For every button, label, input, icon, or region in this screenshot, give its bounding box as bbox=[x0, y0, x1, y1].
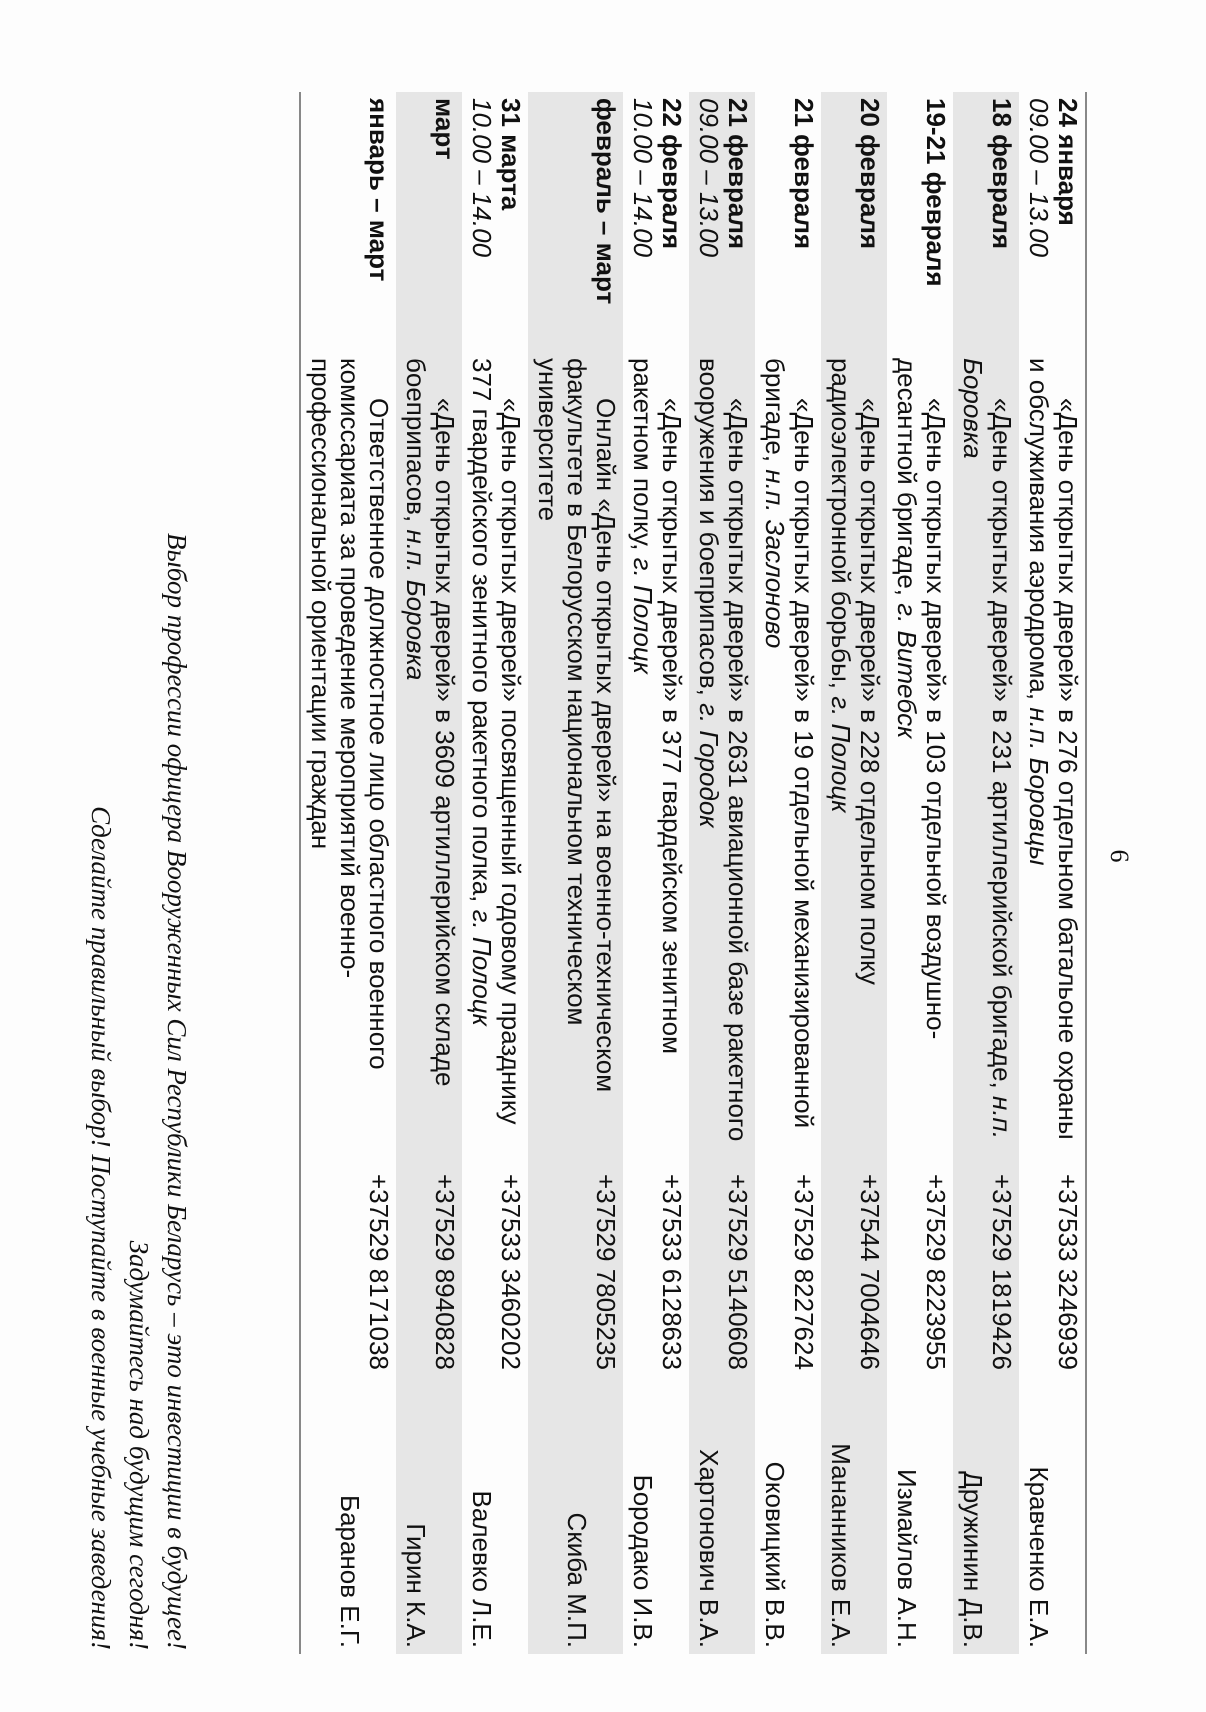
event-cell bbox=[401, 344, 459, 1144]
contact-name: Скиба М.П. bbox=[562, 1512, 592, 1648]
table-row bbox=[528, 92, 623, 1654]
date-cell bbox=[430, 92, 459, 344]
contact-phone: +37529 8227624 bbox=[789, 1174, 819, 1370]
event-cell bbox=[760, 344, 818, 1144]
date-cell bbox=[987, 92, 1016, 344]
contact-phone: +37529 1819426 bbox=[987, 1174, 1017, 1370]
event-cell bbox=[533, 344, 620, 1144]
event-cell bbox=[694, 344, 752, 1144]
event-time: 10.00 – 14.00 bbox=[628, 98, 658, 258]
contact-name: Кравченко Е.А. bbox=[1024, 1466, 1054, 1648]
table-row bbox=[301, 92, 396, 1654]
contact-name: Валевко Л.Е. bbox=[467, 1490, 497, 1648]
date-cell bbox=[921, 92, 950, 344]
footer bbox=[82, 90, 196, 1650]
page-number: 6 bbox=[1105, 849, 1134, 863]
events-table bbox=[299, 92, 1087, 1654]
contact-name: Измайлов А.Н. bbox=[892, 1469, 922, 1648]
contact-name: Хартонович В.А. bbox=[694, 1449, 724, 1648]
contact-cell bbox=[760, 1144, 818, 1654]
table-row bbox=[821, 92, 887, 1654]
event-place: г. Полоцк bbox=[467, 909, 497, 1026]
event-date: январь – март bbox=[364, 98, 394, 282]
event-cell bbox=[306, 344, 393, 1144]
date-cell bbox=[628, 92, 686, 344]
event-cell bbox=[958, 344, 1016, 1144]
contact-phone: +37544 7004646 bbox=[855, 1174, 885, 1370]
event-place: г. Полоцк bbox=[826, 696, 856, 813]
event-place: г. Полоцк bbox=[628, 557, 658, 674]
event-cell bbox=[628, 344, 686, 1144]
event-date: февраль – март bbox=[591, 98, 621, 305]
table-row bbox=[887, 92, 953, 1654]
table-row bbox=[953, 92, 1019, 1654]
date-cell bbox=[364, 92, 393, 344]
contact-cell bbox=[401, 1144, 459, 1654]
event-date: 19-21 февраля bbox=[921, 98, 951, 287]
contact-cell bbox=[826, 1144, 884, 1654]
contact-name: Оковицкий В.В. bbox=[760, 1461, 790, 1648]
event-description: Ответственное должностное лицо областного военного комиссариата за проведение мероприятий военно-профессиональной ориентации граждан bbox=[306, 358, 394, 1070]
date-cell bbox=[467, 92, 525, 344]
event-place: г. Городок bbox=[694, 703, 724, 828]
date-cell bbox=[694, 92, 752, 344]
event-date: 22 февраля bbox=[657, 98, 687, 250]
event-time: 09.00 – 13.00 bbox=[694, 98, 724, 258]
contact-phone: +37533 3460202 bbox=[496, 1174, 526, 1370]
event-date: 31 марта bbox=[496, 98, 526, 211]
event-description: «День открытых дверей» в 2631 авиационной базе ракетного вооружения и боеприпасов, г. Городок bbox=[694, 358, 753, 1142]
event-cell bbox=[826, 344, 884, 1144]
event-description: «День открытых дверей» посвященный годовому празднику 377 гвардейского зенитного ракетного полка, г. Полоцк bbox=[467, 358, 526, 1125]
event-description: «День открытых дверей» в 228 отдельном полку радиоэлектронной борьбы, г. Полоцк bbox=[826, 358, 885, 985]
contact-phone: +37533 3246939 bbox=[1053, 1174, 1083, 1370]
event-cell bbox=[892, 344, 950, 1144]
event-place: н.п. Боровка bbox=[401, 529, 431, 681]
event-date: март bbox=[430, 98, 460, 160]
table-row bbox=[623, 92, 689, 1654]
contact-cell bbox=[694, 1144, 752, 1654]
date-cell bbox=[855, 92, 884, 344]
contact-name: Мананников Е.А. bbox=[826, 1443, 856, 1648]
event-description: «День открытых дверей» в 231 артиллерийской бригаде, н.п. Боровка bbox=[958, 358, 1017, 1140]
event-place: н.п. Боровцы bbox=[1024, 707, 1054, 866]
event-cell bbox=[1024, 344, 1082, 1144]
event-description: «День открытых дверей» в 103 отдельной воздушно-десантной бригаде, г. Витебск bbox=[892, 358, 951, 1040]
contact-cell bbox=[628, 1144, 686, 1654]
contact-name: Баранов Е.Г. bbox=[335, 1495, 365, 1648]
table-row bbox=[689, 92, 755, 1654]
footer-line-3: Сделайте правильный выбор! Поступайте в военные учебные заведения! bbox=[86, 806, 116, 1650]
contact-phone: +37529 8223955 bbox=[921, 1174, 951, 1370]
contact-phone: +37529 5140608 bbox=[723, 1174, 753, 1370]
contact-cell bbox=[335, 1144, 393, 1654]
contact-cell bbox=[1024, 1144, 1082, 1654]
event-place: н.п. Заслоново bbox=[760, 469, 790, 649]
event-date: 21 февраля bbox=[789, 98, 819, 250]
table-row bbox=[462, 92, 528, 1654]
contact-cell bbox=[467, 1144, 525, 1654]
event-description: Онлайн «День открытых дверей» на военно-техническом факультете в Белорусском национальном техническом университете bbox=[533, 358, 621, 1093]
contact-name: Гирин К.А. bbox=[401, 1523, 431, 1648]
contact-name: Бородако И.В. bbox=[628, 1474, 658, 1648]
event-date: 24 января bbox=[1053, 98, 1083, 226]
table-row bbox=[755, 92, 821, 1654]
date-cell bbox=[789, 92, 818, 344]
event-description: «День открытых дверей» в 3609 артиллерийском складе боеприпасов, н.п. Боровка bbox=[401, 358, 460, 1087]
date-cell bbox=[1024, 92, 1082, 344]
event-place: г. Витебск bbox=[892, 603, 922, 739]
event-place: н.п. Боровка bbox=[958, 358, 1017, 1140]
contact-cell bbox=[892, 1144, 950, 1654]
contact-phone: +37529 8940828 bbox=[430, 1174, 460, 1370]
event-time: 09.00 – 13.00 bbox=[1024, 98, 1054, 258]
event-cell bbox=[467, 344, 525, 1144]
footer-line-2: Задумайтесь над будущим сегодня! bbox=[124, 1240, 154, 1650]
event-date: 18 февраля bbox=[987, 98, 1017, 250]
contact-phone: +37533 6128633 bbox=[657, 1174, 687, 1370]
event-time: 10.00 – 14.00 bbox=[467, 98, 497, 258]
contact-phone: +37529 8171038 bbox=[364, 1174, 394, 1370]
event-description: «День открытых дверей» в 19 отдельной механизированной бригаде, н.п. Заслоново bbox=[760, 358, 819, 1129]
contact-cell bbox=[562, 1144, 620, 1654]
contact-name: Дружинин Д.В. bbox=[958, 1471, 988, 1648]
contact-phone: +37529 7805235 bbox=[591, 1174, 621, 1370]
event-date: 21 февраля bbox=[723, 98, 753, 250]
table-row bbox=[396, 92, 462, 1654]
footer-line-1: Выбор профессии офицера Вооруженных Сил Республики Беларусь – это инвестиции в будущее! bbox=[162, 533, 192, 1650]
table-row bbox=[1019, 92, 1085, 1654]
event-date: 20 февраля bbox=[855, 98, 885, 250]
contact-cell bbox=[958, 1144, 1016, 1654]
date-cell bbox=[591, 92, 620, 344]
event-description: «День открытых дверей» в 276 отдельном батальоне охраны и обслуживания аэродрома, н.п. Боровцы bbox=[1024, 358, 1083, 1140]
event-description: «День открытых дверей» в 377 гвардейском зенитном ракетном полку, г. Полоцк bbox=[628, 358, 687, 1054]
